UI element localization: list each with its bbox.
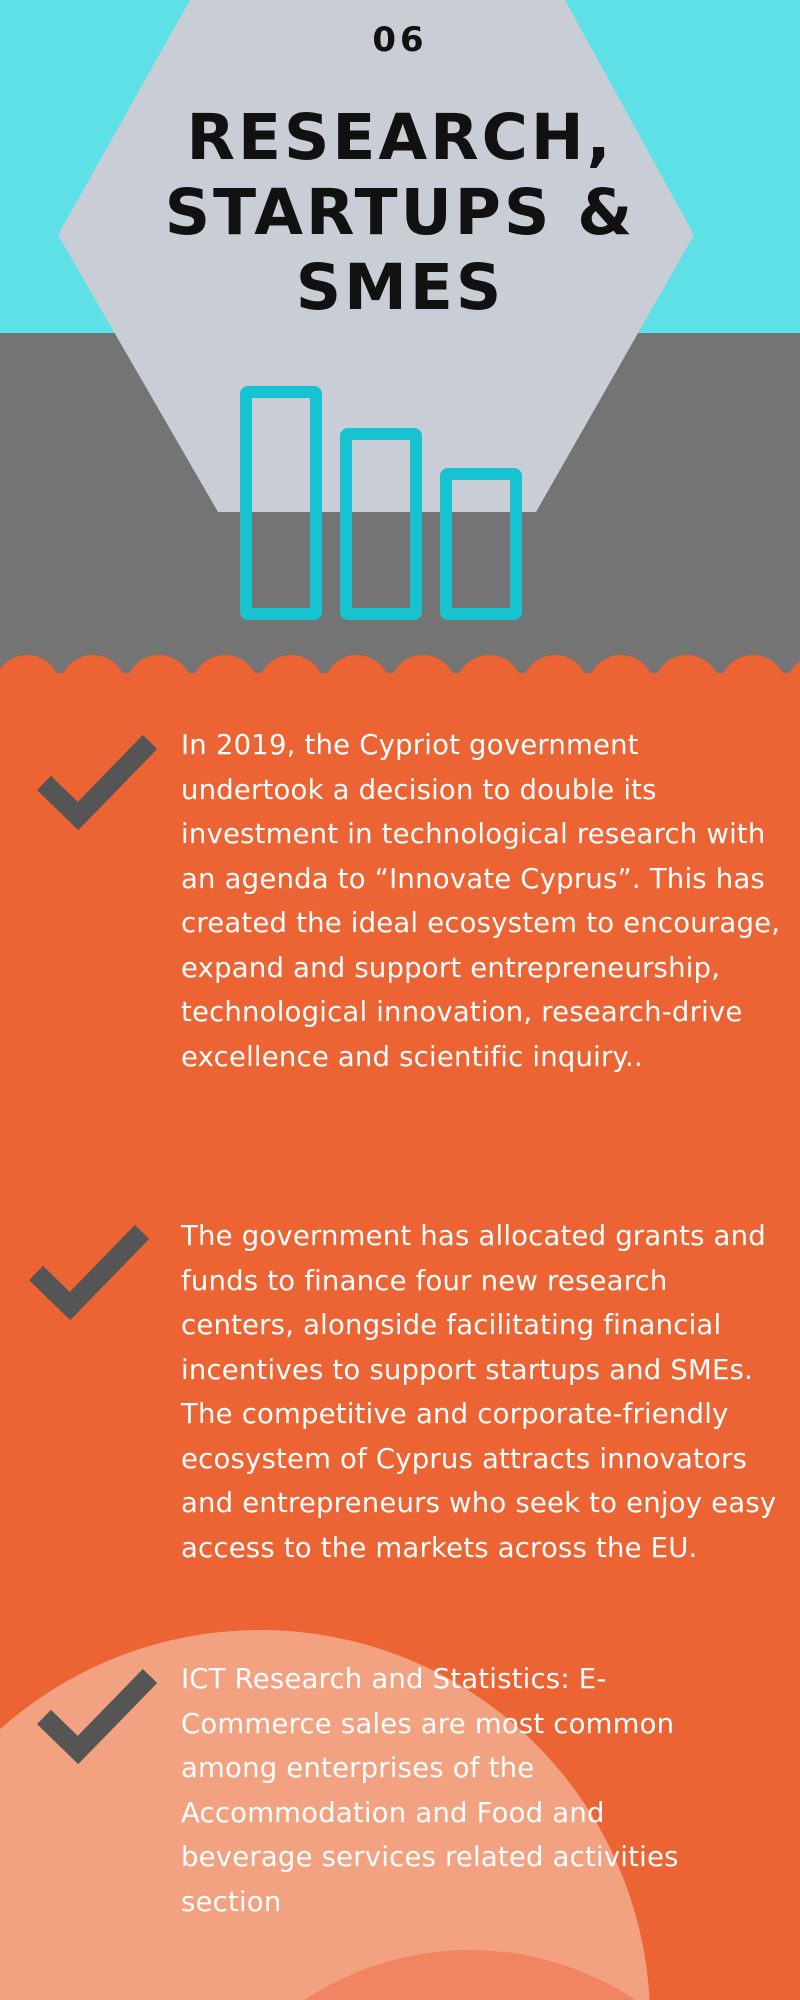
section-number: 06 xyxy=(372,20,428,60)
bar-chart-icon xyxy=(236,384,526,624)
bar-icon-middle xyxy=(346,434,416,614)
check-mark-icon xyxy=(24,1218,154,1328)
bar-icon-left xyxy=(246,392,316,614)
title-line-3: SMES xyxy=(295,251,505,324)
bar-icon-right xyxy=(446,474,516,614)
title-line-2: STARTUPS & xyxy=(164,176,636,249)
scalloped-divider xyxy=(0,650,800,690)
item-2-text: The government has allocated grants and funds to finance four new research centers, alongside facilitating financial incentives to support startups and SMEs. The competitive and corporate-friendly ecosystem of Cyprus attracts innovators and entrepreneurs who seek to enjoy easy access to the markets across the EU. xyxy=(181,1220,777,1564)
check-mark-icon xyxy=(32,1662,162,1772)
check-mark-icon xyxy=(32,728,162,838)
item-1-text: In 2019, the Cypriot government undertook a decision to double its investment in technological research with an agenda to “Innovate Cyprus”. This has created the ideal ecosystem to encourage, expand and support entrepreneurship, technological innovation, research-drive excellence and scientific inquiry.. xyxy=(181,729,781,1073)
item-3-text: ICT Research and Statistics: E-Commerce sales are most common among enterprises of the Accommodation and Food and beverage services related activities section xyxy=(181,1663,679,1918)
page-title xyxy=(100,100,700,325)
title-line-1: RESEARCH, xyxy=(186,101,614,174)
